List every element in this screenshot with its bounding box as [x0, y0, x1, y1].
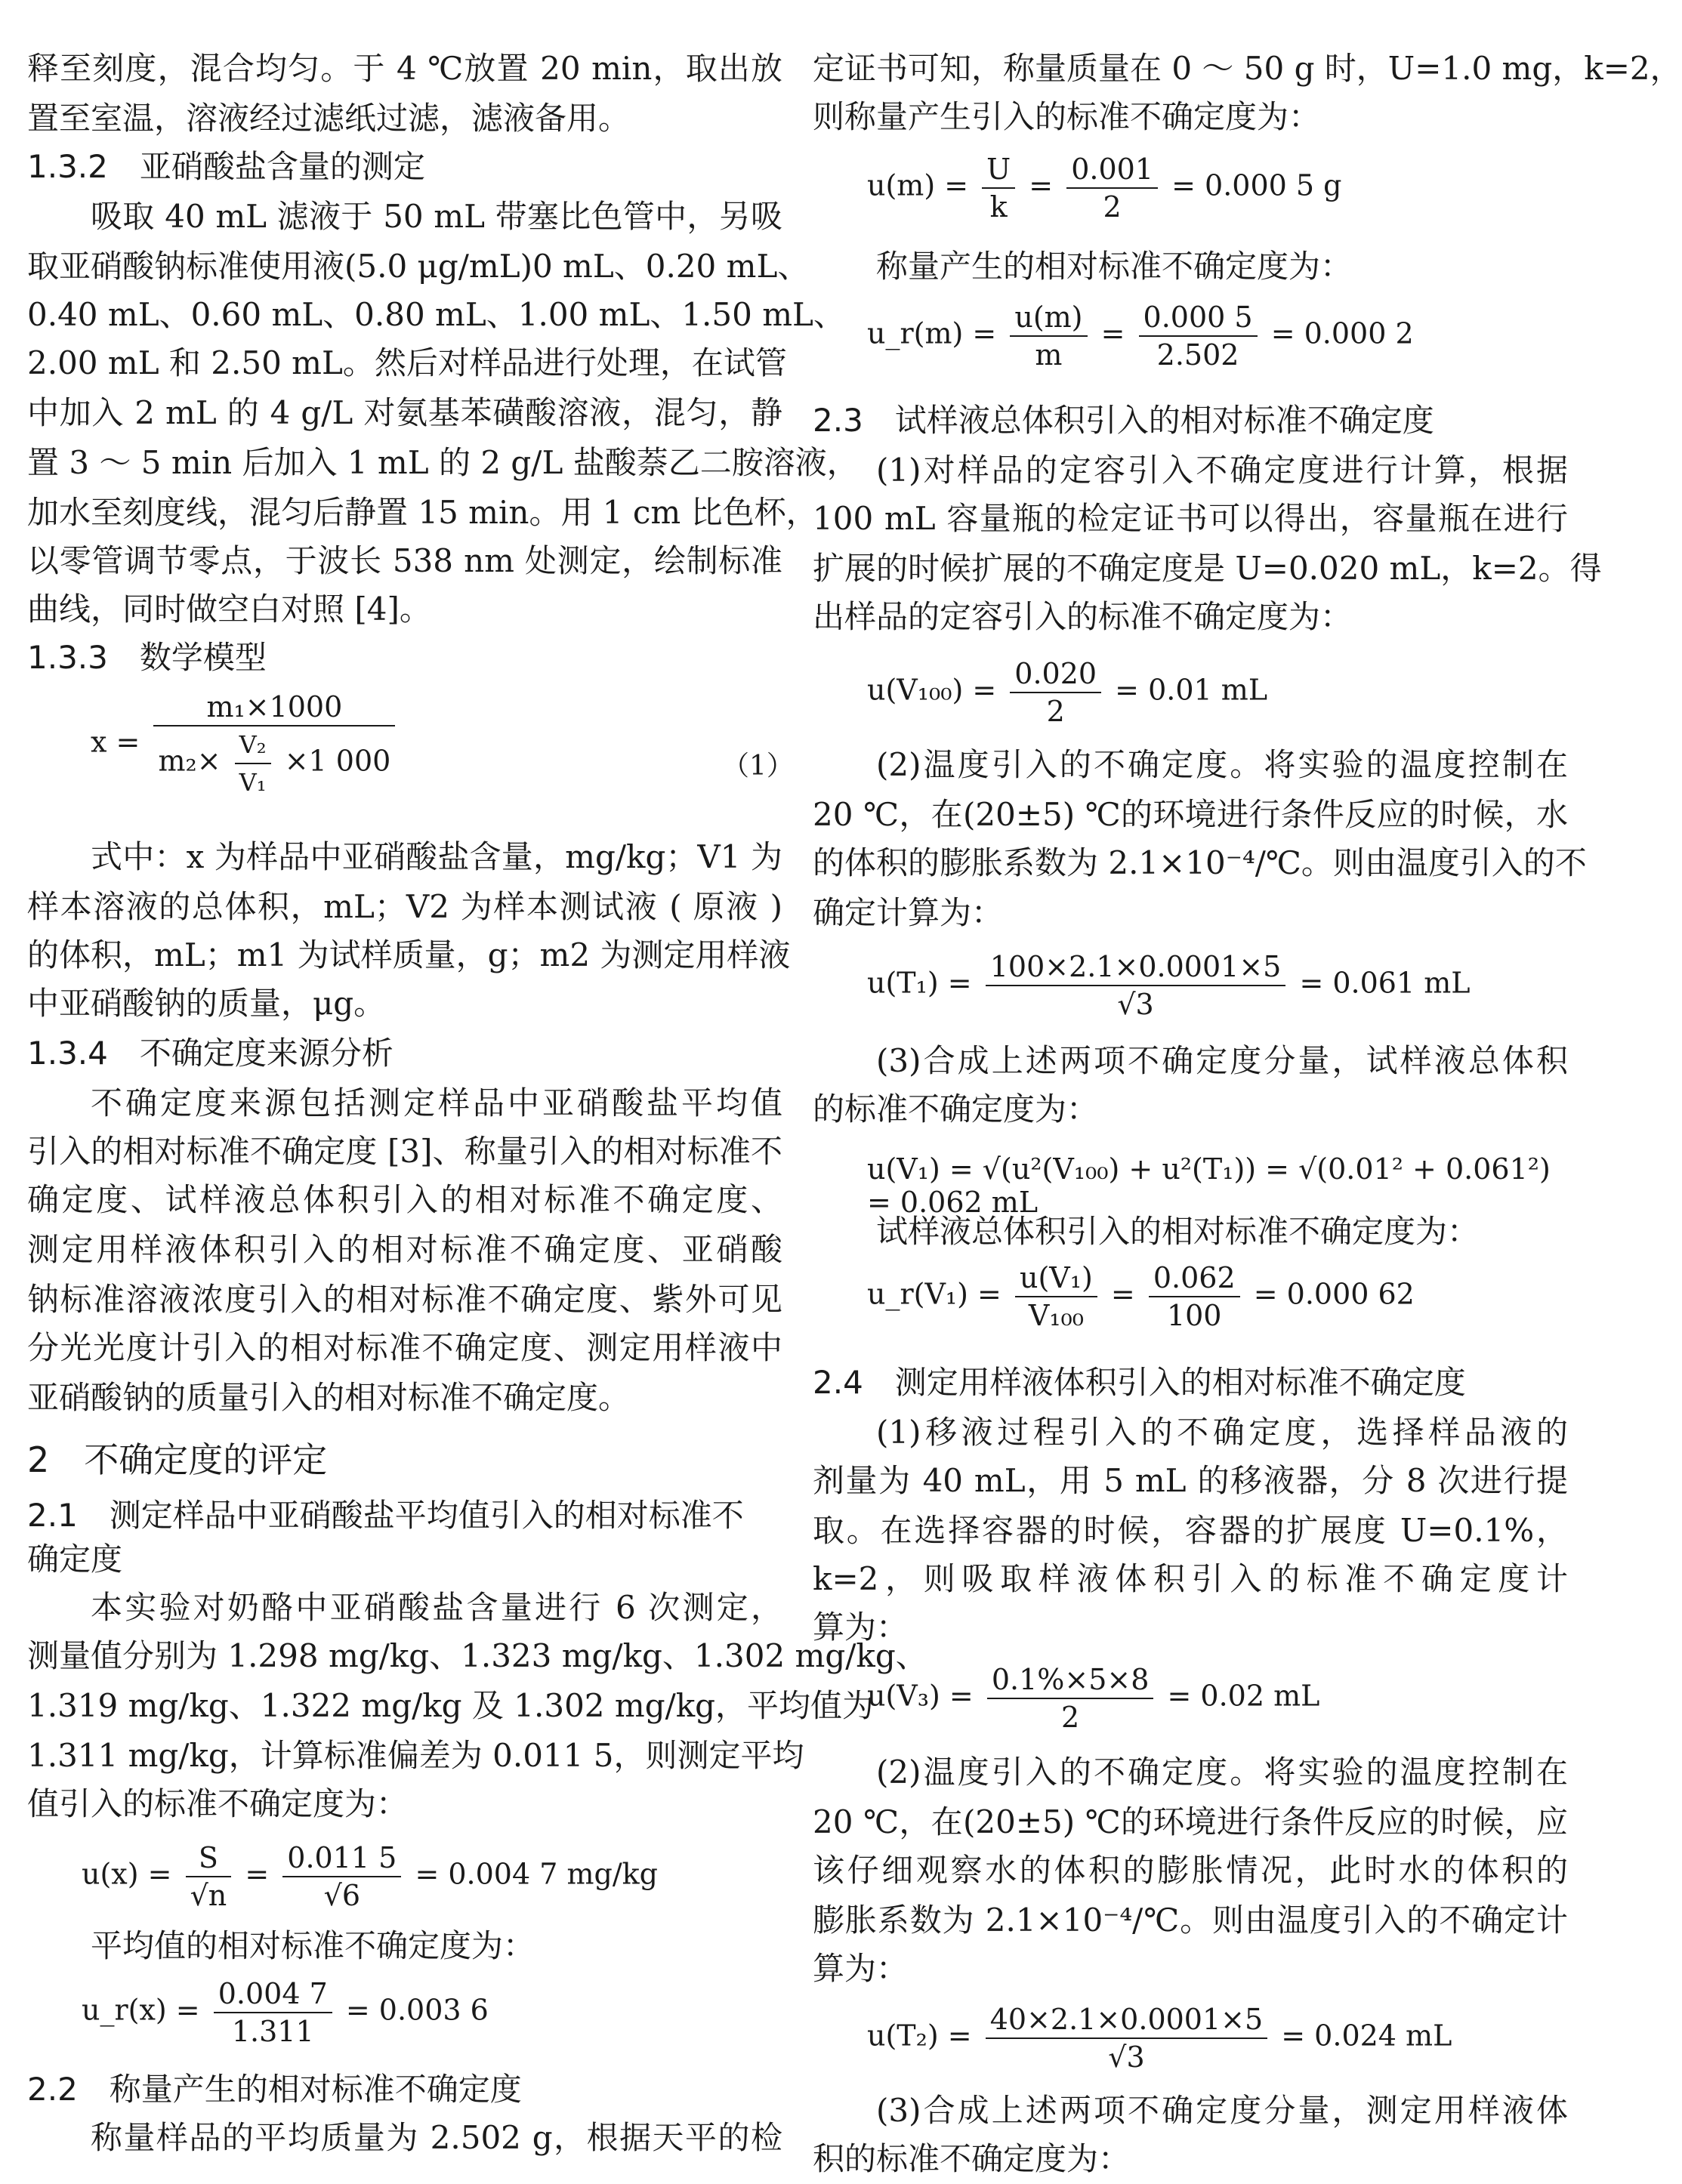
section-heading-2-1-cont: 确定度 — [27, 1541, 123, 1578]
text-line: 的体积，mL；m1 为试样质量，g；m2 为测定用样液 — [27, 936, 791, 973]
text-line: (1)对样品的定容引入不确定度进行计算，根据 — [876, 452, 1568, 489]
text-line: k=2，则吸取样液体积引入的标准不确定度计 — [813, 1560, 1568, 1597]
text-line: 以零管调节零点，于波长 538 nm 处测定，绘制标准 — [27, 542, 782, 579]
text-line: 曲线，同时做空白对照 [4]。 — [27, 591, 431, 628]
text-line: 20 ℃，在(20±5) ℃的环境进行条件反应的时候，应 — [813, 1803, 1568, 1840]
text-line: 置 3 ～ 5 min 后加入 1 mL 的 2 g/L 盐酸萘乙二胺溶液， — [27, 444, 859, 481]
text-line: 出样品的定容引入的标准不确定度为： — [813, 598, 1353, 635]
text-line: 称量样品的平均质量为 2.502 g，根据天平的检 — [91, 2119, 782, 2156]
equation-urm: u_r(m) = $\frac{u(m)}{m}$ = $\frac{0.000 5}{2.502}$ = 0.000 2 — [867, 301, 1414, 372]
equation-urv1: u_r(V₁) = $\frac{\text{u(V₁)}}{\text{V₁₀₀}}$ = $\frac{0.062}{100}$ = 0.000 62 — [867, 1261, 1415, 1332]
equation-uv3: u(V₃) = $\frac{0.1\%\times 5\times 8}{2}$ = 0.02 mL — [867, 1663, 1320, 1734]
text-line: 中加入 2 mL 的 4 g/L 对氨基苯磺酸溶液，混匀，静 — [27, 394, 782, 431]
right-column — [813, 0, 1682, 2184]
text-line: 扩展的时候扩展的不确定度是 U=0.020 mL，k=2。得 — [813, 550, 1602, 587]
section-heading-2-4: 2.4 测定用样液体积引入的相对标准不确定度 — [813, 1364, 1466, 1401]
equation-1: x = m₁×1000 m₂× $\frac{\text{V₂}}{\text{V₁}}$ ×1 000 — [91, 689, 400, 800]
text-line: (1)移液过程引入的不确定度，选择样品液的 — [876, 1414, 1568, 1451]
section-heading-1-3-2: 1.3.2 亚硝酸盐含量的测定 — [27, 148, 425, 185]
text-line: 膨胀系数为 2.1×10⁻⁴/℃。则由温度引入的不确定计 — [813, 1902, 1568, 1939]
equation-uv1: u(V₁) = √(u²(V₁₀₀) + u²(T₁)) = √(0.01² + 0.061²) = 0.062 mL — [867, 1152, 1551, 1219]
text-line: 释至刻度，混合均匀。于 4 ℃放置 20 min，取出放 — [27, 50, 782, 87]
section-heading-2: 2 不确定度的评定 — [27, 1439, 328, 1480]
text-line: 称量产生的相对标准不确定度为： — [876, 248, 1353, 285]
text-line: 中亚硝酸钠的质量，μg。 — [27, 985, 386, 1022]
text-line: 分光光度计引入的相对标准不确定度、测定用样液中 — [27, 1329, 782, 1366]
text-line: (3)合成上述两项不确定度分量，测定用样液体 — [876, 2092, 1568, 2129]
text-line: 2.00 mL 和 2.50 mL。然后对样品进行处理，在试管 — [27, 344, 787, 381]
text-line: 该仔细观察水的体积的膨胀情况，此时水的体积的 — [813, 1852, 1568, 1889]
text-line: 的标准不确定度为： — [813, 1090, 1099, 1127]
equation-number: （1） — [722, 751, 794, 782]
text-line: 测量值分别为 1.298 mg/kg、1.323 mg/kg、1.302 mg/kg、 — [27, 1637, 927, 1674]
text-line: 则称量产生引入的标准不确定度为： — [813, 98, 1321, 135]
text-line: 值引入的标准不确定度为： — [27, 1785, 409, 1822]
equation-ut1: u(T₁) = $\frac{100\times 2.1\times 0.0001\times 5}{√3}$ = 0.061 mL — [867, 950, 1471, 1021]
section-heading-2-2: 2.2 称量产生的相对标准不确定度 — [27, 2071, 522, 2108]
text-line: 取亚硝酸钠标准使用液(5.0 μg/mL)0 mL、0.20 mL、 — [27, 248, 810, 285]
text-line: 式中：x 为样品中亚硝酸盐含量，mg/kg；V1 为 — [91, 838, 782, 875]
text-line: 置至室温，溶液经过滤纸过滤，滤液备用。 — [27, 100, 631, 137]
text-line: 确定计算为： — [813, 894, 1004, 931]
text-line: 样本溶液的总体积，mL；V2 为样本测试液 ( 原液 ) — [27, 888, 782, 925]
text-line: 剂量为 40 mL，用 5 mL 的移液器，分 8 次进行提 — [813, 1462, 1568, 1499]
equation-ut2: u(T₂) = $\frac{40\times 2.1\times 0.0001\times 5}{√3}$ = 0.024 mL — [867, 2003, 1452, 2074]
text-line: 加水至刻度线，混匀后静置 15 min。用 1 cm 比色杯， — [27, 494, 818, 531]
equation-urx: u_r(x) = $\frac{0.004 7}{1.311}$ = 0.003 6 — [82, 1977, 489, 2048]
text-line: (2)温度引入的不确定度。将实验的温度控制在 — [876, 1754, 1568, 1791]
text-line: 算为： — [813, 1609, 909, 1646]
text-line: 确定度、试样液总体积引入的相对标准不确定度、 — [27, 1181, 782, 1218]
text-line: 0.40 mL、0.60 mL、0.80 mL、1.00 mL、1.50 mL、 — [27, 296, 845, 333]
text-line: 引入的相对标准不确定度 [3]、称量引入的相对标准不 — [27, 1133, 782, 1170]
section-heading-2-3: 2.3 试样液总体积引入的相对标准不确定度 — [813, 402, 1434, 439]
text-line: 平均值的相对标准不确定度为： — [91, 1927, 535, 1964]
text-line: 算为： — [813, 1950, 909, 1987]
section-heading-2-1: 2.1 测定样品中亚硝酸盐平均值引入的相对标准不 — [27, 1497, 744, 1534]
text-line: 1.319 mg/kg、1.322 mg/kg 及 1.302 mg/kg，平均值为 — [27, 1687, 875, 1724]
text-line: (3)合成上述两项不确定度分量，试样液总体积 — [876, 1042, 1568, 1079]
text-line: 试样液总体积引入的相对标准不确定度为： — [876, 1213, 1480, 1250]
text-line: 钠标准溶液浓度引入的相对标准不确定度、紫外可见 — [27, 1281, 782, 1318]
text-line: 本实验对奶酪中亚硝酸盐含量进行 6 次测定， — [91, 1589, 782, 1626]
text-line: 取。在选择容器的时候，容器的扩展度 U=0.1%， — [813, 1512, 1568, 1549]
equation-um: u(m) = $\frac{U}{k}$ = $\frac{0.001}{2}$ = 0.000 5 g — [867, 153, 1342, 224]
text-line: 定证书可知，称量质量在 0 ～ 50 g 时，U=1.0 mg，k=2， — [813, 50, 1682, 87]
section-heading-1-3-4: 1.3.4 不确定度来源分析 — [27, 1035, 393, 1072]
text-line: 20 ℃，在(20±5) ℃的环境进行条件反应的时候，水 — [813, 796, 1568, 833]
equation-uv100: u(V₁₀₀) = $\frac{0.020}{2}$ = 0.01 mL — [867, 657, 1268, 728]
text-line: 积的标准不确定度为： — [813, 2140, 1131, 2177]
text-line: (2)温度引入的不确定度。将实验的温度控制在 — [876, 746, 1568, 783]
text-line: 吸取 40 mL 滤液于 50 mL 带塞比色管中，另吸 — [91, 198, 782, 235]
fraction: m₁×1000 m₂× $\frac{\text{V₂}}{\text{V₁}}$ ×1 000 — [153, 689, 395, 800]
section-heading-1-3-3: 1.3.3 数学模型 — [27, 639, 267, 676]
text-line: 100 mL 容量瓶的检定证书可以得出，容量瓶在进行 — [813, 500, 1568, 537]
equation-ux: u(x) = $\frac{S}{√n}$ = $\frac{0.011 5}{√6}$ = 0.004 7 mg/kg — [82, 1841, 658, 1912]
text-line: 亚硝酸钠的质量引入的相对标准不确定度。 — [27, 1379, 631, 1416]
text-line: 测定用样液体积引入的相对标准不确定度、亚硝酸 — [27, 1231, 782, 1268]
text-line: 的体积的膨胀系数为 2.1×10⁻⁴/℃。则由温度引入的不 — [813, 844, 1587, 881]
text-line: 不确定度来源包括测定样品中亚硝酸盐平均值 — [91, 1084, 782, 1121]
text-line: 1.311 mg/kg，计算标准偏差为 0.011 5，则测定平均 — [27, 1737, 804, 1774]
